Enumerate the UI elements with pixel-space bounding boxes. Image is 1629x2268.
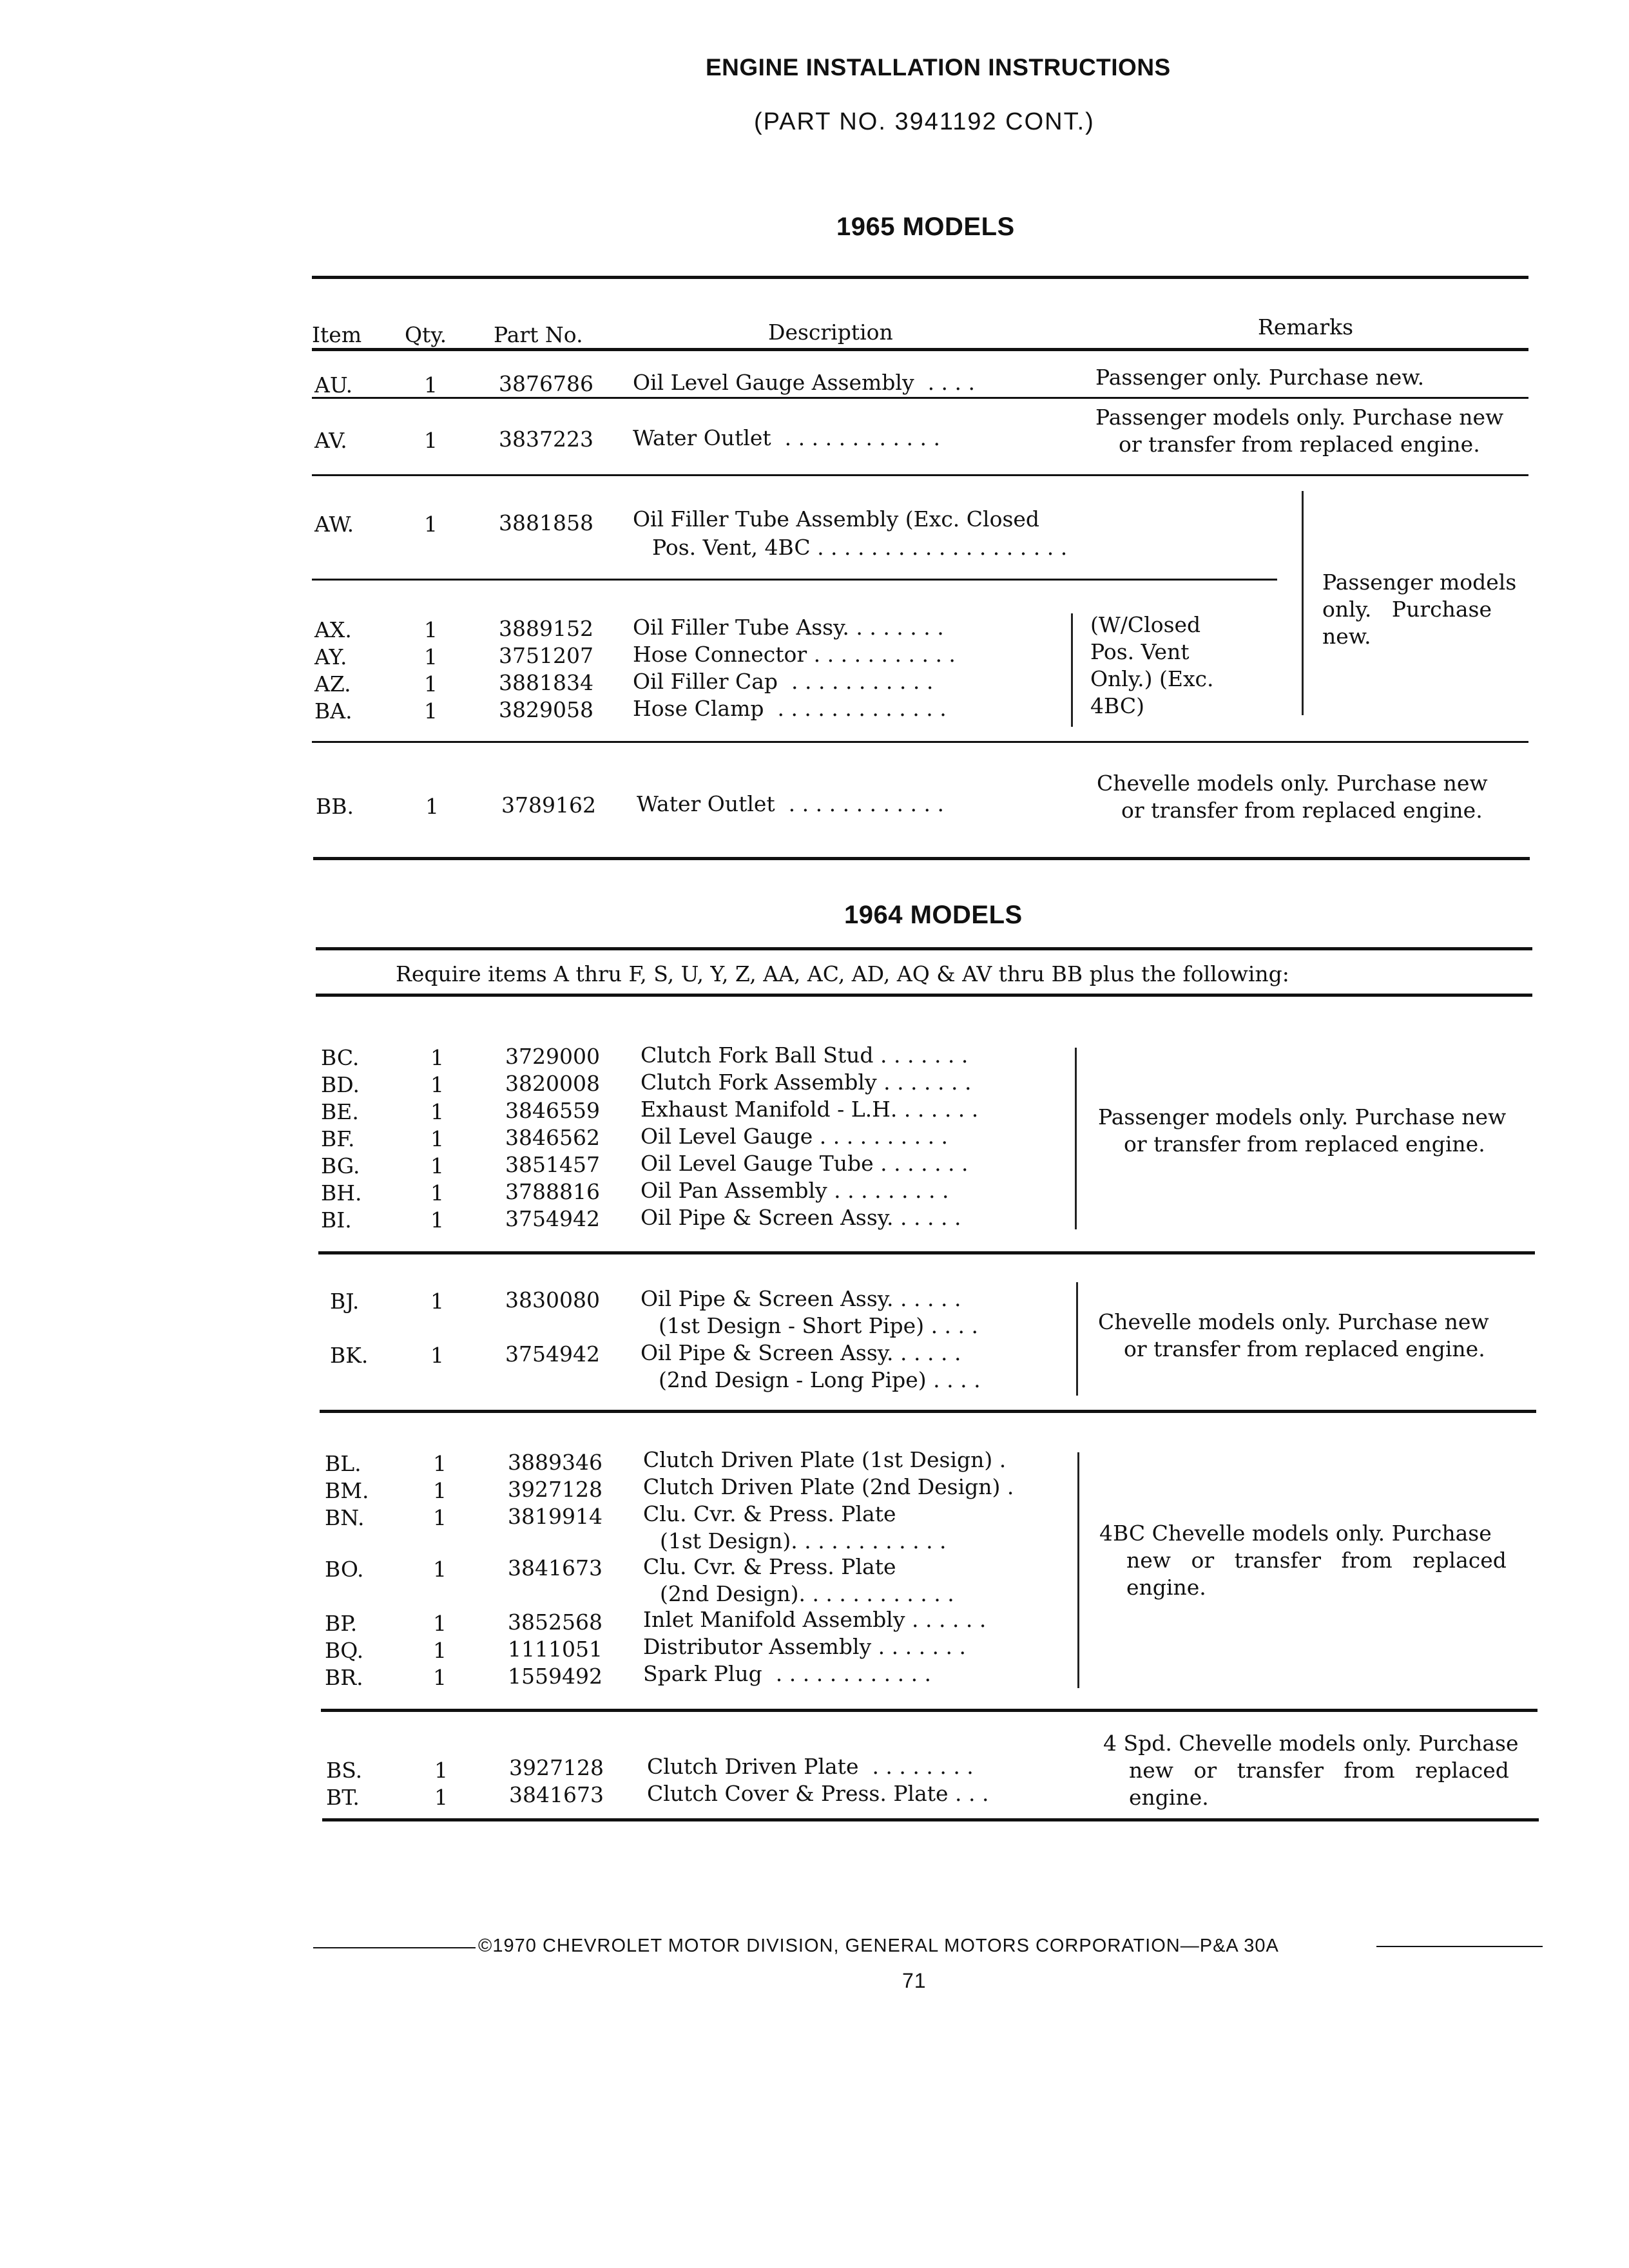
group-remark: Chevelle models only. Purchase new — [1098, 1309, 1489, 1334]
table-row-qty: 1 — [424, 671, 438, 697]
group-remark: engine. — [1126, 1575, 1206, 1600]
table-row-item: BB. — [316, 794, 354, 819]
table-row-qty: 1 — [430, 1126, 444, 1151]
table-row-description: Oil Pipe & Screen Assy. . . . . . — [641, 1286, 961, 1311]
divider — [312, 741, 1528, 743]
table-row-description: (2nd Design). . . . . . . . . . . . — [660, 1581, 954, 1606]
table-row-item: AZ. — [314, 671, 351, 697]
column-header-description: Description — [768, 320, 893, 345]
group-remark: new. — [1322, 624, 1371, 649]
brace — [1302, 491, 1304, 715]
group-remark: new or transfer from replaced — [1129, 1758, 1509, 1783]
table-row-item: BF. — [321, 1126, 355, 1151]
divider — [320, 1410, 1536, 1413]
table-row-qty: 1 — [424, 372, 438, 398]
footer-rule — [1376, 1946, 1543, 1947]
table-row-description: Oil Filler Tube Assembly (Exc. Closed — [633, 506, 1040, 532]
table-row-description: Oil Filler Tube Assy. . . . . . . . — [633, 615, 944, 640]
table-row-item: AV. — [314, 428, 347, 453]
table-row-part: 1559492 — [508, 1664, 602, 1689]
table-row-part: 3841673 — [509, 1782, 604, 1807]
column-header-part: Part No. — [494, 322, 583, 347]
table-row-remark: Passenger only. Purchase new. — [1095, 365, 1425, 390]
table-row-item: BD. — [321, 1072, 360, 1097]
table-row-part: 3819914 — [508, 1504, 602, 1529]
divider — [312, 397, 1528, 399]
group-remark: Passenger models only. Purchase new — [1098, 1104, 1507, 1129]
divider — [322, 1818, 1539, 1821]
table-row-item: BC. — [321, 1045, 360, 1070]
table-row-item: BJ. — [330, 1289, 360, 1314]
table-row-qty: 1 — [425, 794, 439, 819]
table-row-item: BG. — [321, 1153, 360, 1178]
table-row-part: 3846562 — [505, 1125, 600, 1150]
table-row-part: 3754942 — [505, 1341, 600, 1367]
table-row-description: Clu. Cvr. & Press. Plate — [643, 1501, 896, 1526]
divider — [312, 276, 1528, 279]
table-row-qty: 1 — [424, 617, 438, 642]
table-row-item: BM. — [325, 1478, 369, 1503]
table-row-part: 3751207 — [499, 643, 593, 668]
group-remark: or transfer from replaced engine. — [1124, 1336, 1485, 1361]
table-row-part: 3889152 — [499, 616, 593, 641]
table-row-part: 3841673 — [508, 1555, 602, 1581]
table-row-item: BK. — [330, 1343, 369, 1368]
table-row-part: 3837223 — [499, 427, 593, 452]
table-row-qty: 1 — [424, 644, 438, 669]
footer-rule — [313, 1947, 476, 1948]
table-row-description: Clutch Driven Plate . . . . . . . . — [647, 1754, 974, 1779]
table-row-remark: Passenger models only. Purchase new — [1095, 405, 1504, 430]
column-header-remarks: Remarks — [1258, 314, 1354, 340]
divider — [321, 1709, 1537, 1712]
table-row-item: AW. — [314, 512, 354, 537]
section-title-1964: 1964 MODELS — [844, 901, 1023, 929]
table-row-description: Spark Plug . . . . . . . . . . . . — [643, 1661, 932, 1686]
group-remark: engine. — [1129, 1785, 1209, 1810]
table-row-item: BI. — [321, 1207, 352, 1233]
brace — [1071, 613, 1073, 727]
group-remark: new or transfer from replaced — [1126, 1548, 1507, 1573]
group-remark: 4 Spd. Chevelle models only. Purchase — [1103, 1731, 1519, 1756]
table-row-part: 3851457 — [505, 1152, 600, 1177]
document-title: ENGINE INSTALLATION INSTRUCTIONS — [706, 54, 1171, 81]
table-row-item: BP. — [325, 1611, 358, 1636]
table-row-part: 3852568 — [508, 1610, 602, 1635]
table-row-part: 3927128 — [508, 1477, 602, 1502]
divider — [312, 348, 1528, 351]
table-row-part: 3830080 — [505, 1287, 600, 1312]
table-row-part: 3789162 — [501, 793, 596, 818]
table-row-description: Clutch Driven Plate (2nd Design) . — [643, 1474, 1014, 1499]
table-row-description: Clutch Cover & Press. Plate . . . — [647, 1781, 989, 1806]
table-row-part: 3881834 — [499, 670, 593, 695]
requirements-note: Require items A thru F, S, U, Y, Z, AA, AC, AD, AQ & AV thru BB plus the following: — [396, 961, 1289, 986]
table-row-part: 3846559 — [505, 1098, 600, 1123]
document-subtitle: (PART NO. 3941192 CONT.) — [754, 108, 1095, 135]
table-row-description: Oil Pipe & Screen Assy. . . . . . — [641, 1340, 961, 1365]
table-row-item: BR. — [325, 1665, 363, 1690]
group-remark: or transfer from replaced engine. — [1124, 1131, 1485, 1157]
table-row-description: Oil Level Gauge . . . . . . . . . . — [641, 1124, 949, 1149]
column-header-qty: Qty. — [405, 322, 447, 347]
table-row-description: Inlet Manifold Assembly . . . . . . — [643, 1607, 987, 1632]
table-row-qty: 1 — [433, 1638, 447, 1663]
table-row-qty: 1 — [434, 1758, 448, 1783]
table-row-description: Clutch Fork Assembly . . . . . . . — [641, 1070, 972, 1095]
table-row-remark: or transfer from replaced engine. — [1119, 432, 1480, 457]
group-note: Pos. Vent — [1090, 639, 1190, 664]
table-row-qty: 1 — [433, 1478, 447, 1503]
table-row-remark: or transfer from replaced engine. — [1121, 798, 1483, 823]
table-row-item: AY. — [314, 644, 347, 669]
table-row-item: AU. — [314, 372, 353, 398]
table-row-part: 3729000 — [505, 1044, 600, 1069]
table-row-qty: 1 — [430, 1072, 444, 1097]
table-row-part: 3788816 — [505, 1179, 600, 1204]
table-row-qty: 1 — [424, 428, 438, 453]
table-row-part: 1111051 — [508, 1637, 602, 1662]
table-row-description: Oil Filler Cap . . . . . . . . . . . — [633, 669, 934, 694]
divider — [312, 579, 1277, 581]
table-row-description: Oil Level Gauge Tube . . . . . . . — [641, 1151, 969, 1176]
table-row-qty: 1 — [430, 1180, 444, 1206]
divider — [318, 1251, 1535, 1254]
table-row-remark: Chevelle models only. Purchase new — [1097, 771, 1488, 796]
table-row-qty: 1 — [424, 512, 438, 537]
section-title-1965: 1965 MODELS — [836, 213, 1015, 241]
table-row-description: Water Outlet . . . . . . . . . . . . — [633, 425, 940, 450]
table-row-item: BE. — [321, 1099, 359, 1124]
table-row-description: Water Outlet . . . . . . . . . . . . — [637, 791, 944, 816]
table-row-item: BS. — [326, 1758, 363, 1783]
table-row-description: (1st Design). . . . . . . . . . . . — [660, 1528, 947, 1553]
group-remark: Passenger models — [1322, 570, 1517, 595]
table-row-item: BN. — [325, 1505, 365, 1530]
table-row-item: BL. — [325, 1451, 361, 1476]
table-row-description: Clutch Driven Plate (1st Design) . — [643, 1447, 1007, 1472]
table-row-item: BQ. — [325, 1638, 364, 1663]
table-row-part: 3889346 — [508, 1450, 602, 1475]
table-row-qty: 1 — [430, 1153, 444, 1178]
table-row-description: (2nd Design - Long Pipe) . . . . — [659, 1367, 981, 1392]
table-row-qty: 1 — [433, 1611, 447, 1636]
table-row-qty: 1 — [434, 1785, 448, 1810]
table-row-qty: 1 — [430, 1099, 444, 1124]
divider — [316, 947, 1532, 950]
table-row-qty: 1 — [433, 1505, 447, 1530]
table-row-description: Oil Level Gauge Assembly . . . . — [633, 370, 975, 395]
divider — [316, 994, 1532, 997]
table-row-description: Pos. Vent, 4BC . . . . . . . . . . . . . . . . . . . — [652, 535, 1068, 560]
table-row-part: 3820008 — [505, 1071, 600, 1096]
table-row-part: 3927128 — [509, 1755, 604, 1780]
group-note: Only.) (Exc. — [1090, 666, 1214, 691]
table-row-qty: 1 — [424, 698, 438, 724]
table-row-qty: 1 — [430, 1045, 444, 1070]
table-row-qty: 1 — [430, 1289, 444, 1314]
group-remark: 4BC Chevelle models only. Purchase — [1099, 1521, 1492, 1546]
table-row-item: BA. — [314, 698, 352, 724]
group-note: (W/Closed — [1090, 612, 1201, 637]
table-row-description: Oil Pipe & Screen Assy. . . . . . — [641, 1205, 961, 1230]
table-row-description: Hose Clamp . . . . . . . . . . . . . — [633, 696, 947, 721]
table-row-part: 3881858 — [499, 510, 593, 535]
page-number: 71 — [902, 1969, 927, 1992]
brace — [1077, 1452, 1079, 1688]
group-remark: only. Purchase — [1322, 597, 1492, 622]
divider — [313, 857, 1530, 860]
table-row-qty: 1 — [433, 1665, 447, 1690]
column-header-item: Item — [312, 322, 362, 347]
table-row-item: BH. — [321, 1180, 362, 1206]
table-row-description: Distributor Assembly . . . . . . . — [643, 1634, 967, 1659]
table-row-part: 3876786 — [499, 371, 593, 396]
table-row-description: Clu. Cvr. & Press. Plate — [643, 1554, 896, 1579]
table-row-description: Hose Connector . . . . . . . . . . . — [633, 642, 956, 667]
table-row-qty: 1 — [430, 1343, 444, 1368]
brace — [1075, 1048, 1077, 1229]
table-row-part: 3829058 — [499, 697, 593, 722]
group-note: 4BC) — [1090, 693, 1144, 718]
footer-copyright: ©1970 CHEVROLET MOTOR DIVISION, GENERAL MOTORS CORPORATION—P&A 30A — [478, 1936, 1279, 1956]
table-row-qty: 1 — [433, 1451, 447, 1476]
table-row-qty: 1 — [430, 1207, 444, 1233]
table-row-description: Oil Pan Assembly . . . . . . . . . — [641, 1178, 949, 1203]
divider — [312, 474, 1528, 476]
table-row-description: (1st Design - Short Pipe) . . . . — [659, 1313, 978, 1338]
brace — [1076, 1282, 1078, 1396]
table-row-qty: 1 — [433, 1557, 447, 1582]
table-row-item: BT. — [326, 1785, 360, 1810]
table-row-item: AX. — [314, 617, 352, 642]
table-row-part: 3754942 — [505, 1206, 600, 1231]
table-row-description: Exhaust Manifold - L.H. . . . . . . — [641, 1097, 979, 1122]
table-row-description: Clutch Fork Ball Stud . . . . . . . — [641, 1043, 969, 1068]
table-row-item: BO. — [325, 1557, 364, 1582]
